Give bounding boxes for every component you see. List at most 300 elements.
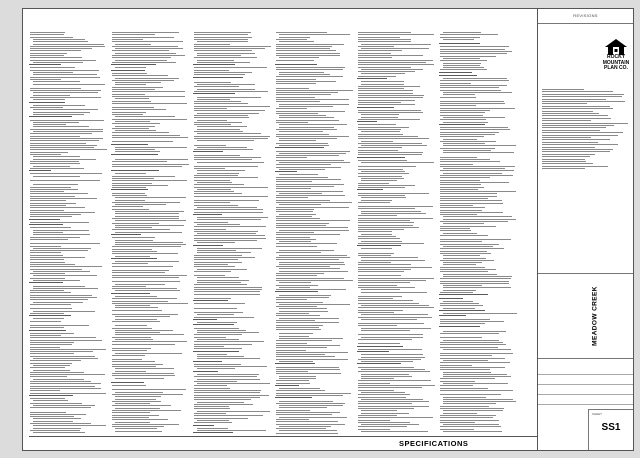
text-line <box>443 424 499 425</box>
text-line <box>197 140 254 141</box>
text-line <box>197 248 262 249</box>
text-line <box>33 286 85 287</box>
text-line <box>440 385 473 386</box>
text-line <box>276 347 327 348</box>
text-line <box>440 101 504 102</box>
text-line <box>440 34 498 35</box>
text-line <box>276 157 307 158</box>
text-line <box>194 395 269 396</box>
text-line <box>358 88 404 89</box>
text-line <box>193 151 223 152</box>
text-line <box>30 212 95 213</box>
text-line <box>30 351 93 352</box>
text-line <box>275 171 297 172</box>
text-line <box>440 323 485 324</box>
text-line <box>33 370 70 371</box>
text-line <box>443 262 482 263</box>
text-line <box>30 79 61 80</box>
text-line <box>279 376 316 377</box>
text-line <box>115 261 179 262</box>
text-line <box>358 95 424 96</box>
text-line <box>194 289 262 290</box>
info-row <box>538 385 633 395</box>
text-line <box>112 218 179 219</box>
text-line <box>276 280 353 281</box>
text-line <box>112 412 150 413</box>
text-line <box>30 383 101 384</box>
text-line <box>194 388 230 389</box>
spec-column <box>193 31 273 435</box>
text-line <box>33 271 90 272</box>
text-line <box>361 374 409 375</box>
text-line <box>440 367 505 368</box>
text-line <box>440 342 503 343</box>
text-line <box>276 113 318 114</box>
text-line <box>197 379 260 380</box>
text-line <box>194 348 242 349</box>
text-line <box>361 357 425 358</box>
text-line <box>440 394 501 395</box>
text-line <box>30 214 81 215</box>
text-line <box>30 269 82 270</box>
text-line <box>279 34 350 35</box>
text-line <box>542 159 585 160</box>
text-line <box>112 389 186 390</box>
text-line <box>361 178 404 179</box>
text-line <box>361 361 413 362</box>
text-line <box>29 395 73 396</box>
text-line <box>30 376 67 377</box>
text-line <box>194 122 242 123</box>
text-line <box>443 397 486 398</box>
text-line <box>30 266 102 267</box>
text-line <box>197 250 236 251</box>
text-line <box>279 250 334 251</box>
text-line <box>30 337 96 338</box>
text-line <box>358 317 432 318</box>
text-line <box>112 141 173 142</box>
text-line <box>30 246 61 247</box>
text-line <box>358 229 404 230</box>
text-line <box>361 354 423 355</box>
text-line <box>440 170 514 171</box>
text-line <box>30 107 63 108</box>
text-line <box>115 67 146 68</box>
text-line <box>279 162 350 163</box>
text-line <box>443 255 480 256</box>
text-line <box>33 122 79 123</box>
text-line <box>276 160 344 161</box>
text-line <box>112 359 142 360</box>
drawing-sheet <box>22 8 634 451</box>
text-line <box>194 34 248 35</box>
text-line <box>276 188 311 189</box>
text-line <box>194 187 268 188</box>
text-line <box>439 326 480 327</box>
text-line <box>361 257 418 258</box>
text-line <box>112 80 174 81</box>
text-line <box>30 264 75 265</box>
text-line <box>542 127 606 128</box>
text-line <box>29 116 72 117</box>
text-line <box>443 173 502 174</box>
text-line <box>276 120 339 121</box>
text-line <box>30 133 92 134</box>
text-line <box>197 242 235 243</box>
text-line <box>112 135 180 136</box>
text-line <box>440 191 516 192</box>
text-line <box>542 154 595 155</box>
text-line <box>358 282 410 283</box>
text-line <box>30 308 72 309</box>
text-line <box>112 246 181 247</box>
text-line <box>358 166 416 167</box>
text-line <box>194 46 271 47</box>
text-line <box>361 213 426 214</box>
text-line <box>276 67 345 68</box>
text-line <box>30 34 64 35</box>
text-line <box>194 145 226 146</box>
text-line <box>440 196 497 197</box>
text-line <box>440 278 511 279</box>
text-line <box>279 417 347 418</box>
text-line <box>112 187 146 188</box>
text-line <box>358 387 422 388</box>
text-line <box>197 207 257 208</box>
spec-column <box>29 31 109 435</box>
text-line <box>440 180 480 181</box>
text-line <box>279 308 327 309</box>
text-line <box>197 402 244 403</box>
text-line <box>361 200 392 201</box>
text-line <box>194 366 267 367</box>
text-line <box>197 133 261 134</box>
text-line <box>30 388 101 389</box>
text-line <box>357 363 401 364</box>
text-line <box>197 374 259 375</box>
text-line <box>279 333 313 334</box>
text-line <box>440 303 479 304</box>
text-line <box>112 321 160 322</box>
text-line <box>276 322 339 323</box>
text-line <box>276 227 348 228</box>
text-line <box>276 412 340 413</box>
text-line <box>111 64 156 65</box>
text-line <box>276 306 317 307</box>
text-line <box>30 255 63 256</box>
text-line <box>30 97 101 98</box>
text-line <box>443 78 507 79</box>
text-line <box>361 337 423 338</box>
text-line <box>112 109 166 110</box>
text-line <box>30 196 75 197</box>
text-line <box>358 417 433 418</box>
text-line <box>29 170 51 171</box>
text-line <box>30 187 71 188</box>
text-line <box>440 80 509 81</box>
text-line <box>440 420 499 421</box>
text-line <box>357 351 389 352</box>
specifications-text-body <box>29 31 521 435</box>
text-line <box>439 298 463 299</box>
text-line <box>279 361 313 362</box>
text-line <box>275 397 312 398</box>
text-line <box>112 405 171 406</box>
text-line <box>194 193 242 194</box>
text-line <box>33 92 98 93</box>
text-line <box>279 268 340 269</box>
text-line <box>30 363 72 364</box>
text-line <box>112 361 155 362</box>
text-line <box>358 422 410 423</box>
text-line <box>33 84 105 85</box>
revisions-header: REVISIONS <box>538 9 633 24</box>
text-line <box>276 184 344 185</box>
text-line <box>197 383 270 384</box>
text-line <box>276 200 330 201</box>
text-line <box>33 230 89 231</box>
text-line <box>30 140 99 141</box>
text-line <box>33 126 89 127</box>
text-line <box>194 264 228 265</box>
text-line <box>542 89 584 90</box>
text-line <box>115 211 184 212</box>
text-line <box>194 124 231 125</box>
text-line <box>358 231 392 232</box>
text-line <box>358 426 407 427</box>
text-line <box>440 108 515 109</box>
text-line <box>358 62 426 63</box>
text-line <box>542 123 628 124</box>
text-line <box>358 100 415 101</box>
text-line <box>194 364 241 365</box>
text-line <box>112 298 177 299</box>
text-line <box>194 259 238 260</box>
text-line <box>30 273 65 274</box>
text-line <box>115 225 184 226</box>
text-line <box>33 114 84 115</box>
text-line <box>30 198 97 199</box>
text-line <box>197 356 244 357</box>
text-line <box>361 260 425 261</box>
text-line <box>358 93 413 94</box>
text-line <box>443 285 482 286</box>
text-line <box>33 280 80 281</box>
text-line <box>276 237 310 238</box>
text-line <box>30 57 82 58</box>
text-line <box>358 34 434 35</box>
text-line <box>276 81 336 82</box>
text-line <box>276 246 317 247</box>
text-line <box>440 347 498 348</box>
text-line <box>279 193 322 194</box>
text-line <box>33 248 91 249</box>
text-line <box>440 60 487 61</box>
text-line <box>194 298 231 299</box>
text-line <box>279 264 345 265</box>
text-line <box>115 325 147 326</box>
text-line <box>440 97 476 98</box>
text-line <box>30 77 100 78</box>
text-line <box>194 70 229 71</box>
sheet-number: SS1 <box>601 422 621 433</box>
text-line <box>30 325 89 326</box>
text-line <box>112 166 182 167</box>
text-line <box>194 131 243 132</box>
text-line <box>358 119 420 120</box>
text-line <box>194 74 245 75</box>
text-line <box>279 295 331 296</box>
text-line <box>115 151 160 152</box>
text-line <box>279 378 316 379</box>
text-line <box>443 67 484 68</box>
text-line <box>440 235 488 236</box>
text-line <box>440 51 512 52</box>
text-line <box>30 335 61 336</box>
text-line <box>115 116 175 117</box>
text-line <box>279 388 320 389</box>
footer-rule <box>29 436 537 437</box>
text-line <box>358 367 414 368</box>
text-line <box>115 307 158 308</box>
text-line <box>30 398 65 399</box>
text-line <box>194 108 227 109</box>
text-line <box>197 428 228 429</box>
text-line <box>276 88 309 89</box>
text-line <box>30 205 66 206</box>
text-line <box>194 284 247 285</box>
text-line <box>443 410 503 411</box>
text-line <box>30 193 88 194</box>
text-line <box>194 205 238 206</box>
text-line <box>115 371 146 372</box>
text-line <box>440 321 504 322</box>
text-line <box>542 96 622 97</box>
text-line <box>115 82 161 83</box>
spec-column <box>439 31 519 435</box>
text-line <box>440 305 483 306</box>
text-line <box>194 257 255 258</box>
text-line <box>276 32 327 33</box>
text-line <box>276 232 314 233</box>
text-line <box>30 88 81 89</box>
text-line <box>440 189 478 190</box>
text-line <box>279 115 326 116</box>
text-line <box>542 137 591 138</box>
text-line <box>440 269 496 270</box>
text-line <box>112 114 143 115</box>
text-line <box>276 367 339 368</box>
text-line <box>358 298 393 299</box>
text-line <box>115 126 155 127</box>
text-line <box>358 371 430 372</box>
text-line <box>115 197 186 198</box>
text-line <box>112 193 145 194</box>
text-line <box>279 37 310 38</box>
text-line <box>276 419 309 420</box>
text-line <box>33 131 103 132</box>
text-line <box>193 77 243 78</box>
text-line <box>440 228 470 229</box>
text-line <box>358 154 422 155</box>
text-line <box>440 422 475 423</box>
text-line <box>193 371 218 372</box>
text-line <box>33 159 96 160</box>
text-line <box>112 272 165 273</box>
text-line <box>197 129 240 130</box>
text-line <box>279 241 311 242</box>
text-line <box>361 424 419 425</box>
text-line <box>542 106 610 107</box>
text-line <box>443 246 493 247</box>
text-line <box>194 235 265 236</box>
text-line <box>30 430 80 431</box>
text-line <box>33 318 64 319</box>
text-line <box>358 202 390 203</box>
text-line <box>276 299 307 300</box>
text-line <box>30 252 61 253</box>
text-line <box>276 403 345 404</box>
text-line <box>197 147 247 148</box>
text-line <box>30 344 72 345</box>
text-line <box>111 293 150 294</box>
text-line <box>440 198 488 199</box>
text-line <box>357 245 401 246</box>
text-line <box>112 375 175 376</box>
text-line <box>115 98 149 99</box>
text-line <box>112 123 160 124</box>
spec-column <box>111 31 191 435</box>
text-line <box>358 275 401 276</box>
text-line <box>33 418 81 419</box>
text-line <box>115 290 180 291</box>
text-line <box>30 203 76 204</box>
text-line <box>194 266 235 267</box>
text-line <box>443 376 511 377</box>
text-line <box>33 302 83 303</box>
text-line <box>358 349 422 350</box>
text-line <box>115 319 157 320</box>
text-line <box>30 120 104 121</box>
spec-column <box>357 31 437 435</box>
text-line <box>30 191 64 192</box>
text-line <box>194 229 226 230</box>
text-line <box>440 390 513 391</box>
text-line <box>197 113 259 114</box>
text-line <box>275 291 318 292</box>
text-line <box>33 358 98 359</box>
text-line <box>276 99 349 100</box>
project-strip <box>538 273 633 359</box>
text-line <box>115 60 167 61</box>
text-line <box>194 200 259 201</box>
text-line <box>30 200 66 201</box>
text-line <box>542 156 590 157</box>
text-line <box>112 178 154 179</box>
text-line <box>30 381 91 382</box>
text-line <box>542 161 586 162</box>
text-line <box>440 177 490 178</box>
text-line <box>193 93 235 94</box>
text-line <box>361 292 427 293</box>
text-line <box>440 429 474 430</box>
text-line <box>276 327 319 328</box>
text-line <box>440 415 496 416</box>
text-line <box>440 230 471 231</box>
text-line <box>361 81 404 82</box>
text-line <box>440 292 473 293</box>
text-line <box>115 159 188 160</box>
